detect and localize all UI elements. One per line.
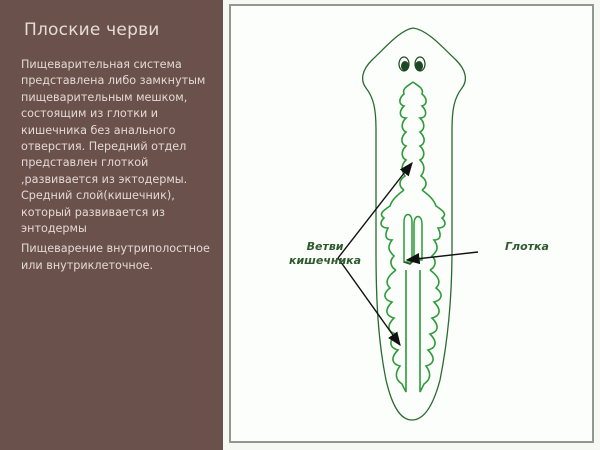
pharynx [404, 215, 422, 263]
paragraph-digestion-type: Пищеварение внутриполостное или внутриклеточное. [21, 242, 210, 272]
eyes-icon [399, 57, 425, 71]
label-pharynx: Глотка [505, 240, 549, 253]
posterior-gut-right [420, 270, 441, 392]
label-gut-branches [289, 240, 361, 268]
label-gut-branches-line2: кишечника [289, 254, 362, 267]
paragraph-digestive-system: Пищеварительная система представлена либо замкнутым пищеварительным мешком, состоящим из глотки и кишечника без анального отверстия. Передний отдел представлен глоткой ,развивается из эктодермы. Средний слой(кишечник), который развивается из энтодермы [21, 58, 206, 236]
slide-title: Плоские черви [24, 20, 160, 40]
mid-gut-branches [381, 190, 445, 270]
arrow-pharynx [407, 252, 478, 260]
posterior-gut-left [385, 270, 406, 392]
label-gut-branches-line1: Ветви [306, 240, 344, 253]
